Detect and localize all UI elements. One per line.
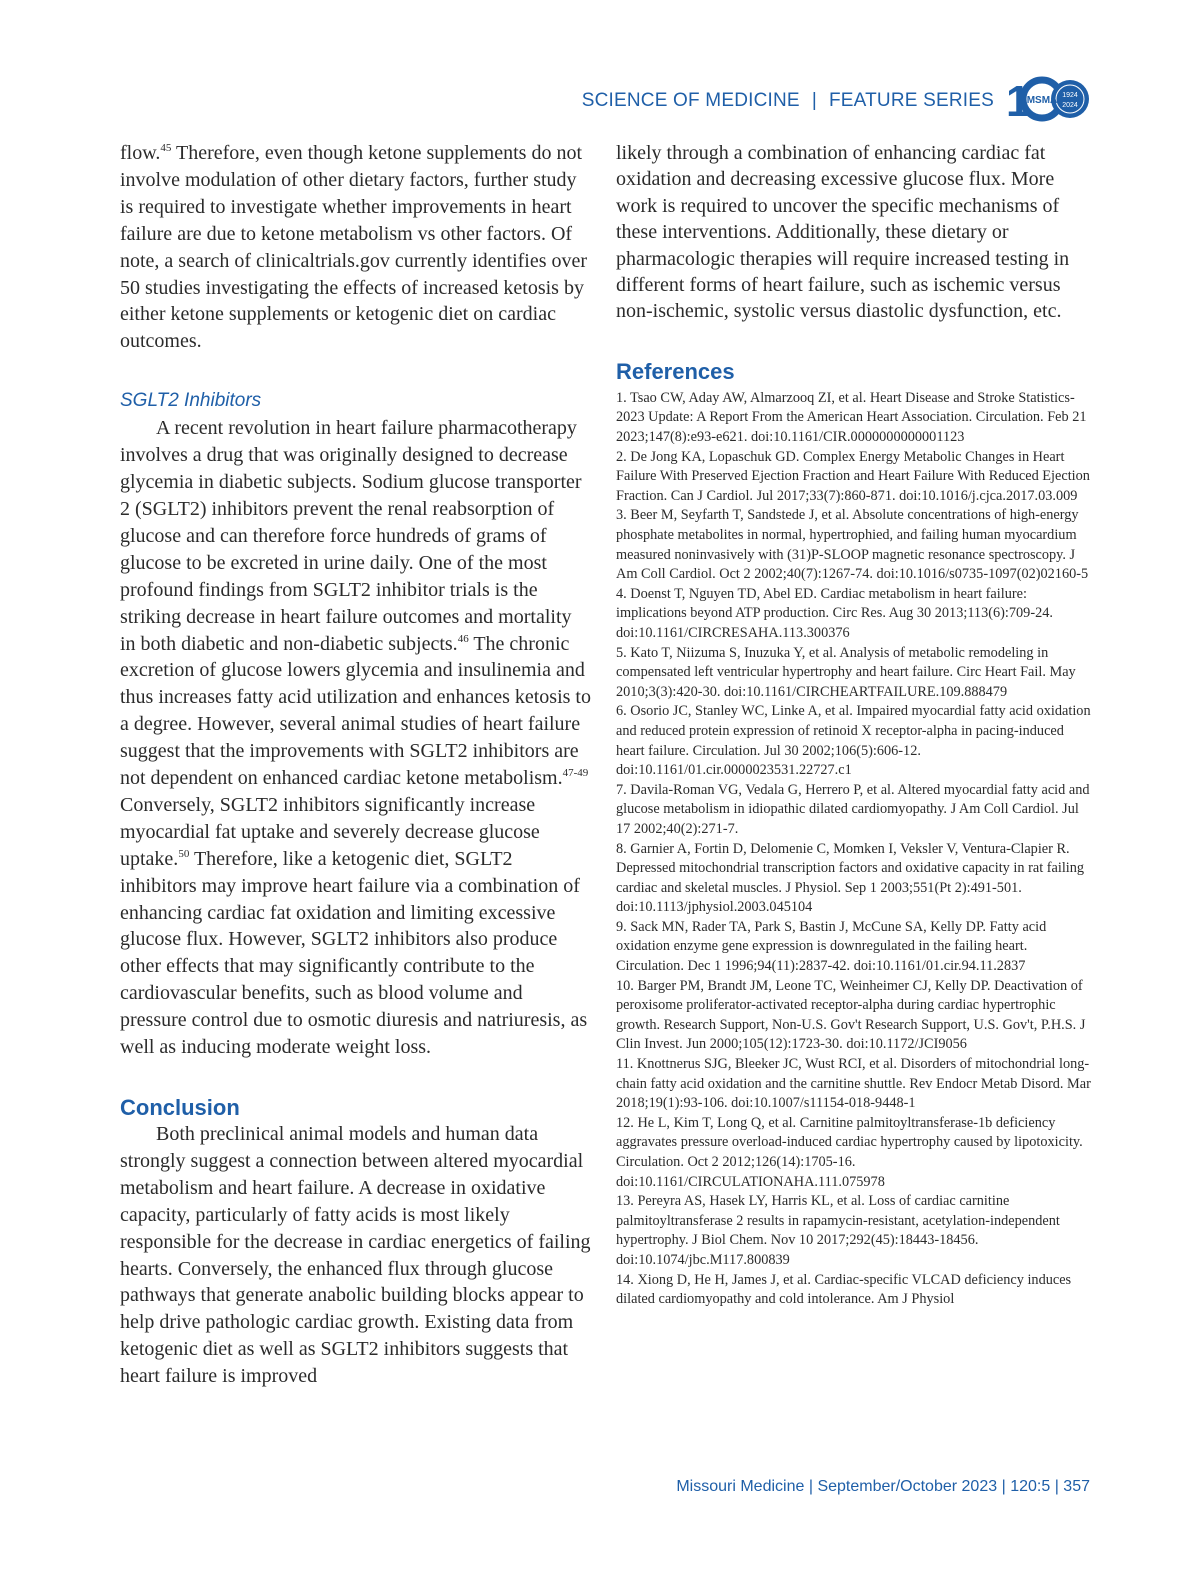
- svg-text:1: 1: [1006, 77, 1031, 122]
- reference-item: 12. He L, Kim T, Long Q, et al. Carnitine palmitoyltransferase-1b deficiency aggravates pressure overload-induced cardiac hypertrophy caused by lipotoxicity. Circulation. Oct 2 2012;126(14):1705-16. doi:10.1161/CIRCULATIONAHA.111.075978: [616, 1114, 1083, 1190]
- footer-separator: |: [1001, 1478, 1006, 1495]
- centennial-logo: [1006, 76, 1090, 122]
- citation-superscript: 46: [457, 632, 469, 645]
- sglt2-text-c: Conversely, SGLT2 inhibitors significantly increase myocardial fat uptake and severely decrease glucose uptake.: [120, 793, 540, 870]
- reference-item: 13. Pereyra AS, Hasek LY, Harris KL, et al. Loss of cardiac carnitine palmitoyltransferase 2 results in rapamycin-resistant, acetylation-independent hypertrophy. J Biol Chem. Nov 10 2017;292(45):18443-18456. doi:10.1074/jbc.M117.800839: [616, 1193, 1060, 1268]
- reference-item: 10. Barger PM, Brandt JM, Leone TC, Weinheimer CJ, Kelly DP. Deactivation of peroxisome proliferator-activated receptor-alpha during cardiac hypertrophic growth. Research Support, Non-U.S. Gov't Research Support, U.S. Gov't, P.H.S. J Clin Invest. Jun 2000;105(12):1723-30. doi:10.1172/JCI9056: [616, 977, 1086, 1053]
- conclusion-paragraph: Both preclinical animal models and human data strongly suggest a connection between altered myocardial metabolism and heart failure. A decrease in oxidative capacity, particularly of fatty acids is most likely responsible for the decrease in cardiac energetics of failing hearts. Conversely, the enhanced flux through glucose pathways that generate anabolic building blocks appear to help drive pathologic cardiac growth. Existing data from ketogenic diet as well as SGLT2 inhibitors suggests that heart failure is improved: [120, 1123, 591, 1388]
- reference-item: 5. Kato T, Niizuma S, Inuzuka Y, et al. Analysis of metabolic remodeling in compensated left ventricular hypertrophy and heart failure. Circ Heart Fail. May 2010;3(3):420-30. doi:10.1161/CIRCHEARTFAILURE.109.888479: [616, 644, 1076, 700]
- reference-item: 4. Doenst T, Nguyen TD, Abel ED. Cardiac metabolism in heart failure: implications beyond ATP production. Circ Res. Aug 30 2013;113(6):709-24. doi:10.1161/CIRCRESAHA.113.300376: [616, 585, 1053, 641]
- reference-item: 9. Sack MN, Rader TA, Park S, Bastin J, McCune SA, Kelly DP. Fatty acid oxidation enzyme gene expression is downregulated in the failing heart. Circulation. Dec 1 1996;94(11):2837-42. doi:10.1161/01.cir.94.11.2837: [616, 918, 1047, 975]
- footer-separator: |: [1054, 1478, 1059, 1495]
- sglt2-paragraph: [120, 415, 592, 1061]
- footer-issue: September/October 2023: [817, 1478, 998, 1495]
- header-separator: |: [811, 90, 817, 111]
- sglt2-heading: SGLT2 Inhibitors: [120, 390, 262, 412]
- left-column: [120, 140, 592, 1390]
- logo-year-bottom: 2024: [1062, 102, 1078, 109]
- references-heading: References: [616, 358, 735, 384]
- footer-volume: 120:5: [1010, 1478, 1051, 1495]
- logo-text: MSMA: [1026, 95, 1058, 106]
- sglt2-text-d: Therefore, like a ketogenic diet, SGLT2 inhibitors may improve heart failure via a combination of enhancing cardiac fat oxidation and limiting excessive glucose flux. However, SGLT2 inhibitors also produce other effects that may significantly contribute to the cardiovascular benefits, such as blood volume and pressure control due to osmotic diuresis and natriuresis, as well as inducing moderate weight loss.: [120, 847, 588, 1059]
- footer-journal: Missouri Medicine: [676, 1478, 805, 1495]
- reference-item: 8. Garnier A, Fortin D, Delomenie C, Momken I, Veksler V, Ventura-Clapier R. Depressed mitochondrial transcription factors and oxidative capacity in rat failing cardiac and skeletal muscles. J Physiol. Sep 1 2003;551(Pt 2):491-501. doi:10.1113/jphysiol.2003.045104: [616, 840, 1085, 916]
- intro-text-a: flow.: [120, 142, 161, 164]
- reference-item: 11. Knottnerus SJG, Bleeker JC, Wust RCI, et al. Disorders of mitochondrial long-chain fatty acid oxidation and the carnitine shuttle. Rev Endocr Metab Disord. Mar 2018;19(1):93-106. doi:10.1007/s11154-018-9448-1: [616, 1056, 1091, 1112]
- intro-text-b: Therefore, even though ketone supplements do not involve modulation of other dietary factors, further study is required to investigate whether improvements in heart failure are due to ketone metabolism vs other factors. Of note, a search of clinicaltrials.gov currently identifies over 50 studies investigating the effects of increased ketosis by either ketone supplements or ketogenic diet on cardiac outcomes.: [120, 142, 588, 353]
- header-section: SCIENCE OF MEDICINE: [581, 90, 800, 111]
- page-number: 357: [1063, 1478, 1090, 1495]
- reference-item: 1. Tsao CW, Aday AW, Almarzooq ZI, et al. Heart Disease and Stroke Statistics-2023 Update: A Report From the American Heart Association. Circulation. Feb 21 2023;147(8):e93-e621. doi:10.1161/CIR.0000000000001123: [616, 389, 1087, 446]
- page-footer: [676, 1478, 1090, 1496]
- citation-superscript: 50: [178, 847, 190, 860]
- header-series: FEATURE SERIES: [828, 90, 994, 111]
- conclusion-heading: Conclusion: [120, 1095, 240, 1120]
- logo-year-top: 1924: [1062, 92, 1078, 99]
- continuation-paragraph: likely through a combination of enhancing cardiac fat oxidation and decreasing excessive glucose flux. More work is required to uncover the specific mechanisms of these interventions. Additionally, these dietary or pharmacologic therapies will require increased testing in different forms of heart failure, such as ischemic versus non-ischemic, systolic versus diastolic dysfunction, etc.: [616, 142, 1070, 323]
- references-list: [616, 389, 1092, 1310]
- right-column: [616, 140, 1092, 1310]
- msma-100-logo-icon: [1006, 76, 1090, 122]
- reference-item: 14. Xiong D, He H, James J, et al. Cardiac-specific VLCAD deficiency induces dilated cardiomyopathy and cold intolerance. Am J Physiol: [616, 1271, 1072, 1308]
- citation-superscript: 45: [160, 142, 172, 154]
- footer-separator: |: [808, 1478, 813, 1495]
- reference-item: 2. De Jong KA, Lopaschuk GD. Complex Energy Metabolic Changes in Heart Failure With Preserved Ejection Fraction and Heart Failure With Reduced Ejection Fraction. Can J Cardiol. Jul 2017;33(7):860-871. doi:10.1016/j.cjca.2017.03.009: [616, 448, 1090, 504]
- citation-superscript: 47-49: [562, 767, 589, 780]
- running-header: [582, 80, 994, 122]
- reference-item: 3. Beer M, Seyfarth T, Sandstede J, et al. Absolute concentrations of high-energy phosphate metabolites in normal, hypertrophied, and failing human myocardium measured noninvasively with (31)P-SLOOP magnetic resonance spectroscopy. J Am Coll Cardiol. Oct 2 2002;40(7):1267-74. doi:10.1016/s0735-1097(02)02160-5: [616, 507, 1089, 583]
- reference-item: 6. Osorio JC, Stanley WC, Linke A, et al. Impaired myocardial fatty acid oxidation and reduced protein expression of retinoid X receptor-alpha in pacing-induced heart failure. Circulation. Jul 30 2002;106(5):606-12. doi:10.1161/01.cir.0000023531.22727.c1: [616, 703, 1091, 779]
- sglt2-text-b: The chronic excretion of glucose lowers glycemia and insulinemia and thus increases fatty acid utilization and enhances ketosis to a degree. However, several animal studies of heart failure suggest that the improvements with SGLT2 inhibitors are not dependent on enhanced cardiac ketone metabolism.: [120, 632, 591, 790]
- intro-paragraph: [120, 140, 592, 355]
- reference-item: 7. Davila-Roman VG, Vedala G, Herrero P, et al. Altered myocardial fatty acid and glucose metabolism in idiopathic dilated cardiomyopathy. J Am Coll Cardiol. Jul 17 2002;40(2):271-7.: [616, 781, 1090, 837]
- sglt2-text-a: A recent revolution in heart failure pharmacotherapy involves a drug that was originally designed to decrease glycemia in diabetic subjects. Sodium glucose transporter 2 (SGLT2) inhibitors prevent the renal reabsorption of glucose and can therefore force hundreds of grams of glucose to be excreted in urine daily. One of the most profound findings from SGLT2 inhibitor trials is the striking decrease in heart failure outcomes and mortality in both diabetic and non-diabetic subjects.: [120, 417, 582, 655]
